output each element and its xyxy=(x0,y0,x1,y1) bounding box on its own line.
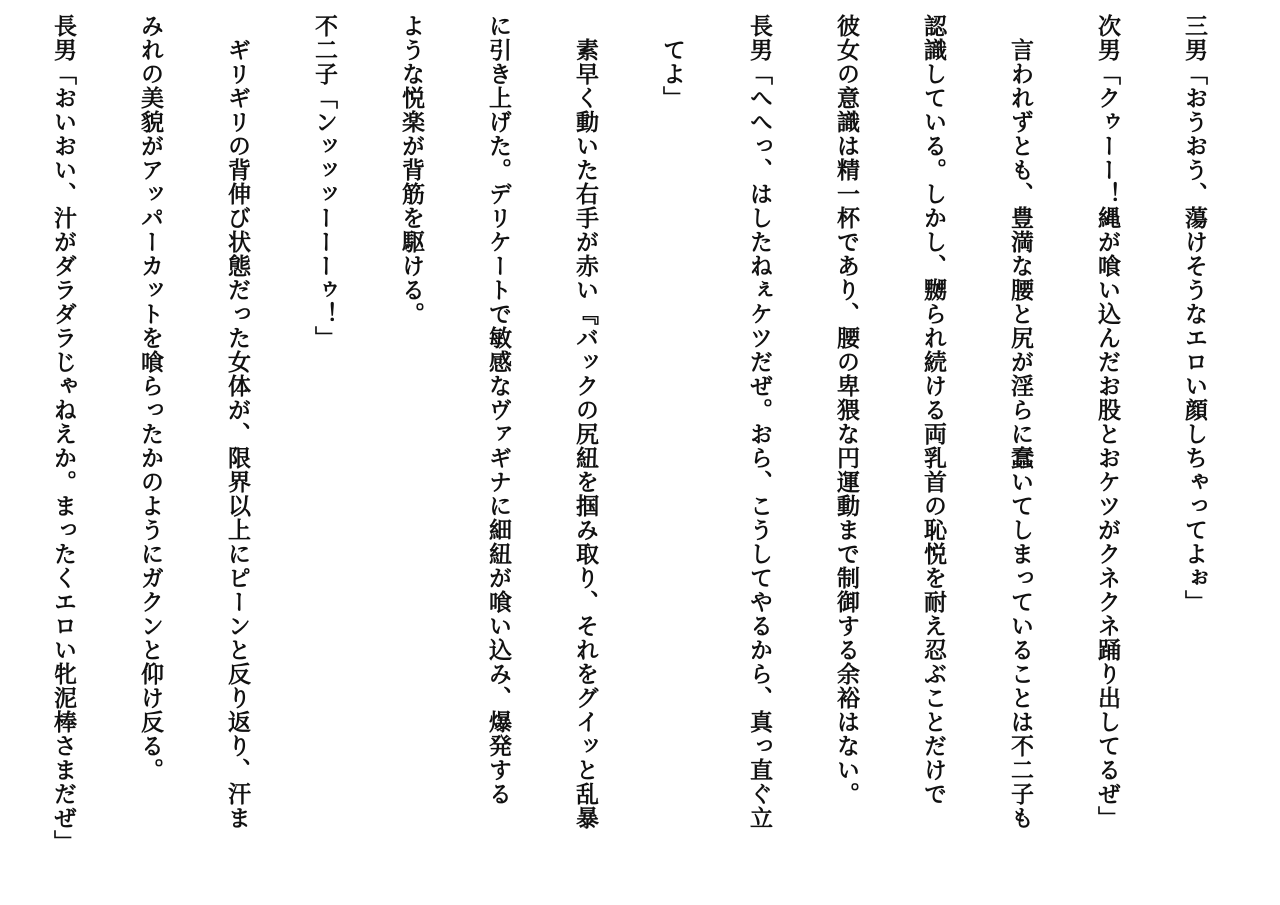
text-line: に引き上げた。デリケートで敏感なヴァギナに細紐が喰い込み、爆発する xyxy=(485,14,511,806)
text-line: 認識している。しかし、嬲られ続ける両乳首の恥悦を耐え忍ぶことだけで xyxy=(920,14,946,806)
text-line: てよ」 xyxy=(659,14,685,110)
text-line: 言われずとも、豊満な腰と尻が淫らに蠢いてしまっていることは不二子も xyxy=(1007,14,1033,830)
text-line: 次男「クゥーー！縄が喰い込んだお股とおケツがクネクネ踊り出してるぜ」 xyxy=(1094,14,1120,830)
text-line: 彼女の意識は精一杯であり、腰の卑猥な円運動まで制御する余裕はない。 xyxy=(833,14,859,806)
text-line: 不二子「ンッッッーーーゥ！」 xyxy=(311,14,337,350)
vertical-text-block xyxy=(14,14,1266,894)
text-line: 長男「へへっ、はしたねぇケツだぜ。おら、こうしてやるから、真っ直ぐ立 xyxy=(746,14,772,830)
text-line: ような悦楽が背筋を駆ける。 xyxy=(398,14,424,326)
text-line: 長男「おいおい、汁がダラダラじゃねえか。まったくエロい牝泥棒さまだぜ」 xyxy=(50,14,76,854)
text-line: 素早く動いた右手が赤い『バックの尻紐を掴み取り、それをグイッと乱暴 xyxy=(572,14,598,830)
text-line: みれの美貌がアッパーカットを喰らったかのようにガクンと仰け反る。 xyxy=(137,14,163,782)
text-line: ギリギリの背伸び状態だった女体が、限界以上にピーンと反り返り、汗ま xyxy=(224,14,250,830)
text-line: 三男「おうおう、蕩けそうなエロい顔しちゃってよぉ」 xyxy=(1181,14,1207,614)
